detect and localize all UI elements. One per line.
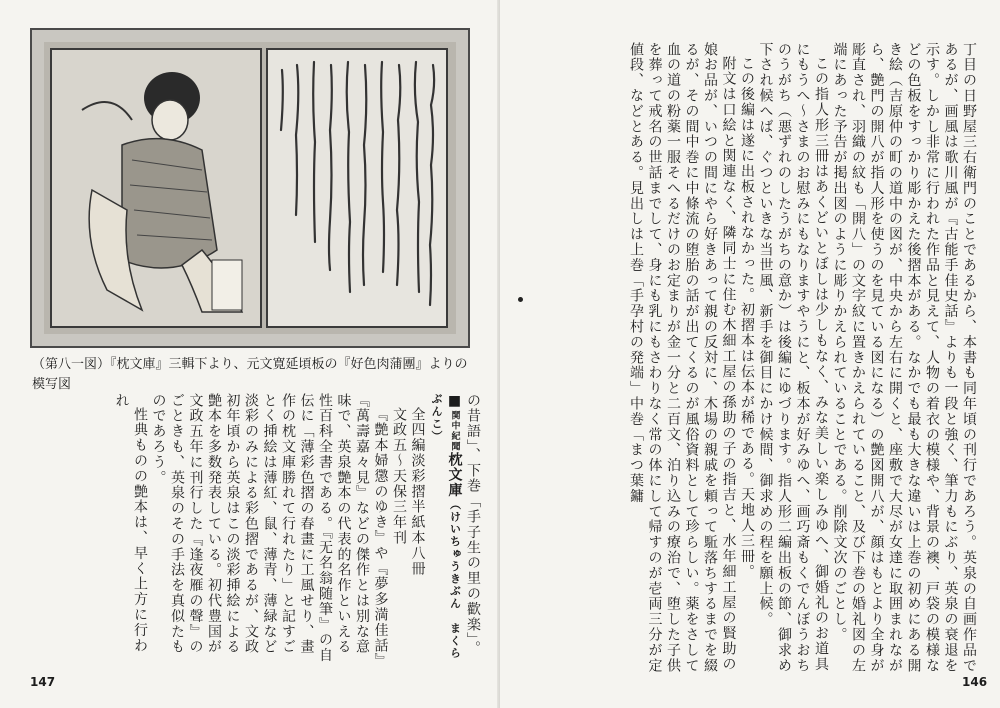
left-text-line-1: の昔語」、下巻「手子生の里の歡楽」。 [465,393,481,657]
right-paragraph-3: この後編は遂に出板されなかった。初摺本は伝本が稀である。天地人三冊。 [739,56,755,580]
figure-caption: （第八一図）『枕文庫』三輯下より、元文寛延頃板の『好色肉蒲團』よりの模写図 [32,357,468,392]
heading-title: 枕文庫 [446,452,463,499]
figure-couple-image [50,48,262,328]
figure-couple-drawing [52,50,260,326]
right-paragraph-4: 附文は口絵と関連なく、隣同士に住む木細工屋の孫助の子の指吉と、水年細工屋の賢助の娘お品が、いつの間にやら好きあって親の反対に、木場の親戚を頼って駈落ちするまでを綴るが、その間中巻に中條流の堕胎の話が出てくるのが風俗資料として珍らしい。薬をさして血の道の粉薬一服そへるだけのお定まりが金一分と二百文、泊り込みの療治で、堕した子供を葬って戒名の世話までして、身にも乳にもさわりなく常の体にして帰すのが壱両三分が定値段、などとある。見出しは上巻「手孕村の発端」中巻「まつ葉鏞 [628,42,737,674]
figure-handwritten-text [266,48,448,328]
print-speck [518,297,523,302]
left-page-body [40,393,482,668]
left-text-last-line: 性典ものの艶本は、早く上方に行われ [113,393,148,654]
right-page-body [560,42,978,674]
heading-reading: （けいちゅうきぶん まくらぶんこ） [430,393,462,660]
left-text-format: 全四編淡彩摺半紙本八冊 [409,407,426,577]
right-paragraph-1: 丁目の日野屋三右衛門のことであるから、本書も同年頃の刊行であろう。英泉の自画作品であるが、画風は歌川風が『古能手佳史話』よりも一段と強く、筆力もにぶり、英泉の衰退を示す。しかし非常に行われた作品と見えて、人物の着衣の模様や、背景の襖、戸袋の模様などの色板をすっかり彫かえた後摺本がある。なかでも最も大きな違いは上巻の初めにある開き絵（吉原仲の町の道中の図が、中央から左右に開くと、座敷で大尽が女達に取囲まれながら、艶門の開八が指人形を使うのを見ている図になる）の艶図開八が、顔はもとより全身が彫直され、羽織の紋も「開八」の文字紋に置きかえられていること、及び下巻の婚礼図の左端にあった予告が掲出図のように彫りかえられていることである。削除文次のごとし。 [831,42,977,674]
page-number-right: 146 [962,675,988,689]
left-text-date: 文政五〜天保三年刊 [391,407,407,546]
section-heading: ■関中紀聞枕文庫（けいちゅうきぶん まくらぶんこ） [430,393,463,660]
page-number-left: 147 [30,675,56,689]
figure-illustration [30,28,470,348]
heading-prefix: 関中紀聞 [449,410,460,453]
figure-woodblock-print [44,42,456,334]
right-paragraph-2: この指人形三冊はあくどいとぼしは少しもなく、みな美しい楽しみゆへ、御婚礼のお道具にもうへ〜さまのお慰みにもなりますやうにと、板本が好みゆへ、画巧斎もくでんぼうおちのうがち（悪ずれのしたうがちの意か）は後編にゆづります。指人形二編出板の節、御求め下され候へば、ぐつといきな当世風、新手を御目にかけ候間、御求めの程を願上候。 [757,42,829,674]
right-page [500,0,1000,708]
figure-script-lines [268,50,446,326]
left-text-paragraph: 『艶本婦懲のゆき』や『夢多満佳話』『萬壽嘉々見』などの傑作とは別な意味で、英泉艶本の代表的名作といえる性百科全書である。『无名翁随筆』の自伝に「薄彩色摺の春畫に工風せり、畫作の枕文庫勝れて行れたり」と記すごとく挿絵は薄紅、鼠、薄青、薄緑など淡彩のみによる彩色摺であるが、文政初年頃から英泉はこの淡彩挿絵による艶本を多数発表している。初代豊国が文政五年に刊行した『逢夜雁の聲』のごときも、英泉のその手法を真似たものであろう。 [150,393,389,664]
